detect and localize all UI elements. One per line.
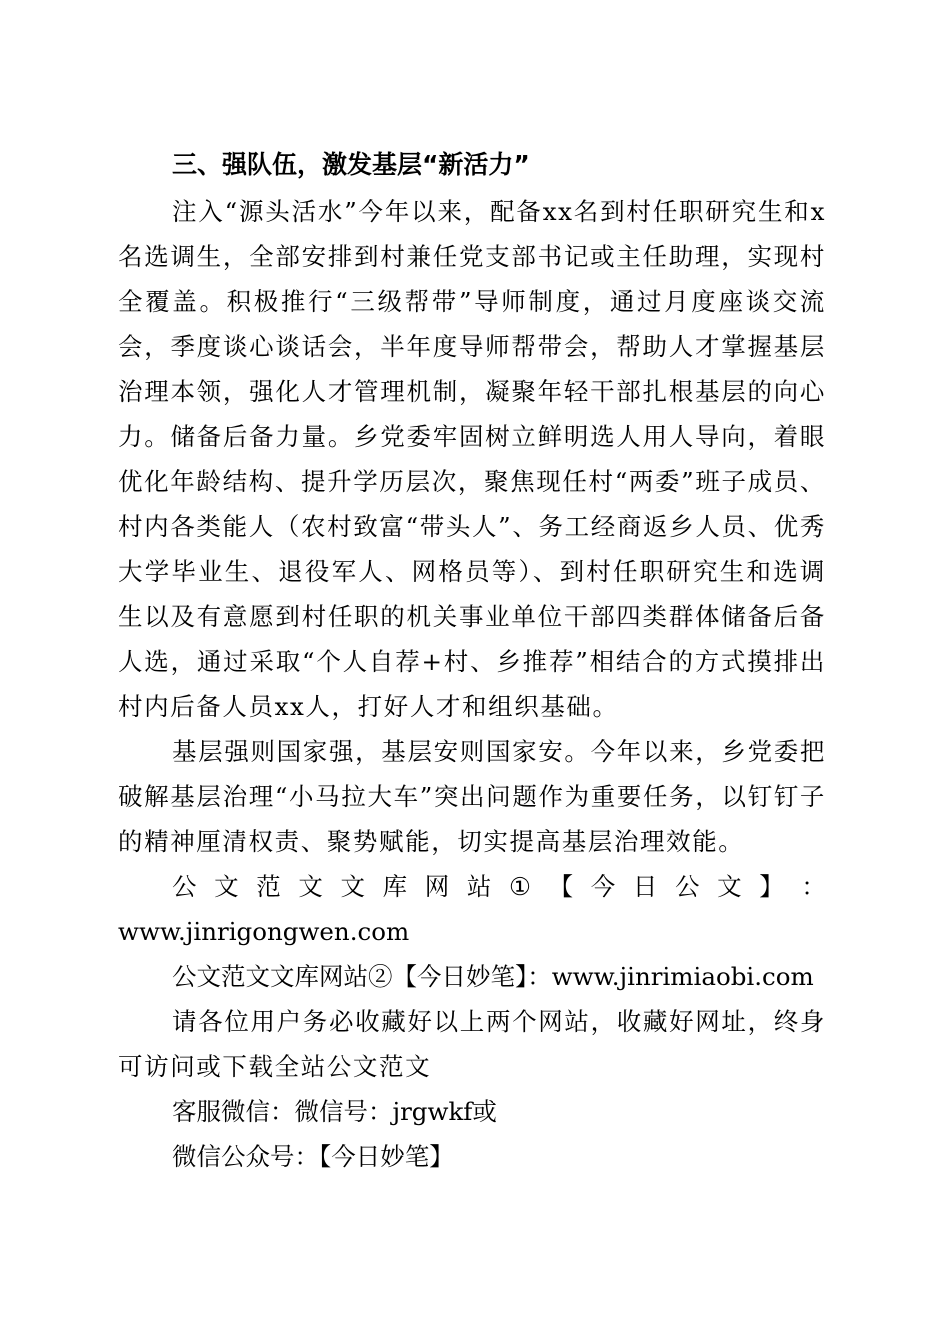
website-1-line [118, 864, 826, 909]
site1-char: 文 [717, 872, 742, 901]
official-account-line: 微信公众号：【今日妙笔】 [172, 1142, 454, 1171]
site1-char: ： [801, 872, 826, 901]
site1-char: 】 [759, 872, 784, 901]
body-paragraph-1: 注入“源头活水”今年以来，配备xx名到村任职研究生和x名选调生，全部安排到村兼任党支部书记或主任助理，实现村全覆盖。积极推行“三级帮带”导师制度，通过月度座谈交流会，季度谈心谈话会，半年度导师帮带会，帮助人才掌握基层治理本领，强化人才管理机制，凝聚年轻干部扎根基层的向心力。储备后备力量。乡党委牢固树立鲜明选人用人导向，着眼优化年龄结构、提升学历层次，聚焦现任村“两委”班子成员、村内各类能人（农村致富“带头人”、务工经商返乡人员、优秀大学毕业生、退役军人、网格员等）、到村任职研究生和选调生以及有意愿到村任职的机关事业单位干部四类群体储备后备人选，通过采取“个人自荐+村、乡推荐”相结合的方式摸排出村内后备人员xx人，打好人才和组织基础。 [118, 197, 826, 721]
site1-char: 公 [674, 872, 700, 901]
site1-char: 文 [298, 872, 323, 901]
section-heading: 三、强队伍，激发基层“新活力” [172, 150, 530, 179]
site1-char: 今 [590, 872, 616, 901]
site1-char: 【 [548, 872, 574, 901]
site1-char: 公 [172, 872, 197, 901]
site1-char: 库 [382, 872, 408, 901]
website-1-url[interactable]: www.jinrigongwen.com [118, 917, 410, 946]
site1-char: 范 [256, 872, 281, 901]
document-page [118, 142, 826, 1179]
site1-char: 文 [214, 872, 239, 901]
site1-char: 站 [466, 872, 492, 901]
website-2-line[interactable]: 公文范文文库网站②【今日妙笔】：www.jinrimiaobi.com [172, 962, 814, 991]
customer-service-line: 客服微信：微信号：jrgwkf或 [172, 1097, 497, 1126]
bookmark-notice: 请各位用户务必收藏好以上两个网站，收藏好网址，终身可访问或下载全站公文范文 [118, 1007, 826, 1081]
site1-char: 网 [424, 872, 450, 901]
body-paragraph-2: 基层强则国家强，基层安则国家安。今年以来，乡党委把破解基层治理“小马拉大车”突出问题作为重要任务，以钉钉子的精神厘清权责、聚势赋能，切实提高基层治理效能。 [118, 737, 826, 856]
site1-char: 文 [340, 872, 365, 901]
site1-char: 日 [632, 872, 658, 901]
site1-char: ① [509, 872, 531, 901]
